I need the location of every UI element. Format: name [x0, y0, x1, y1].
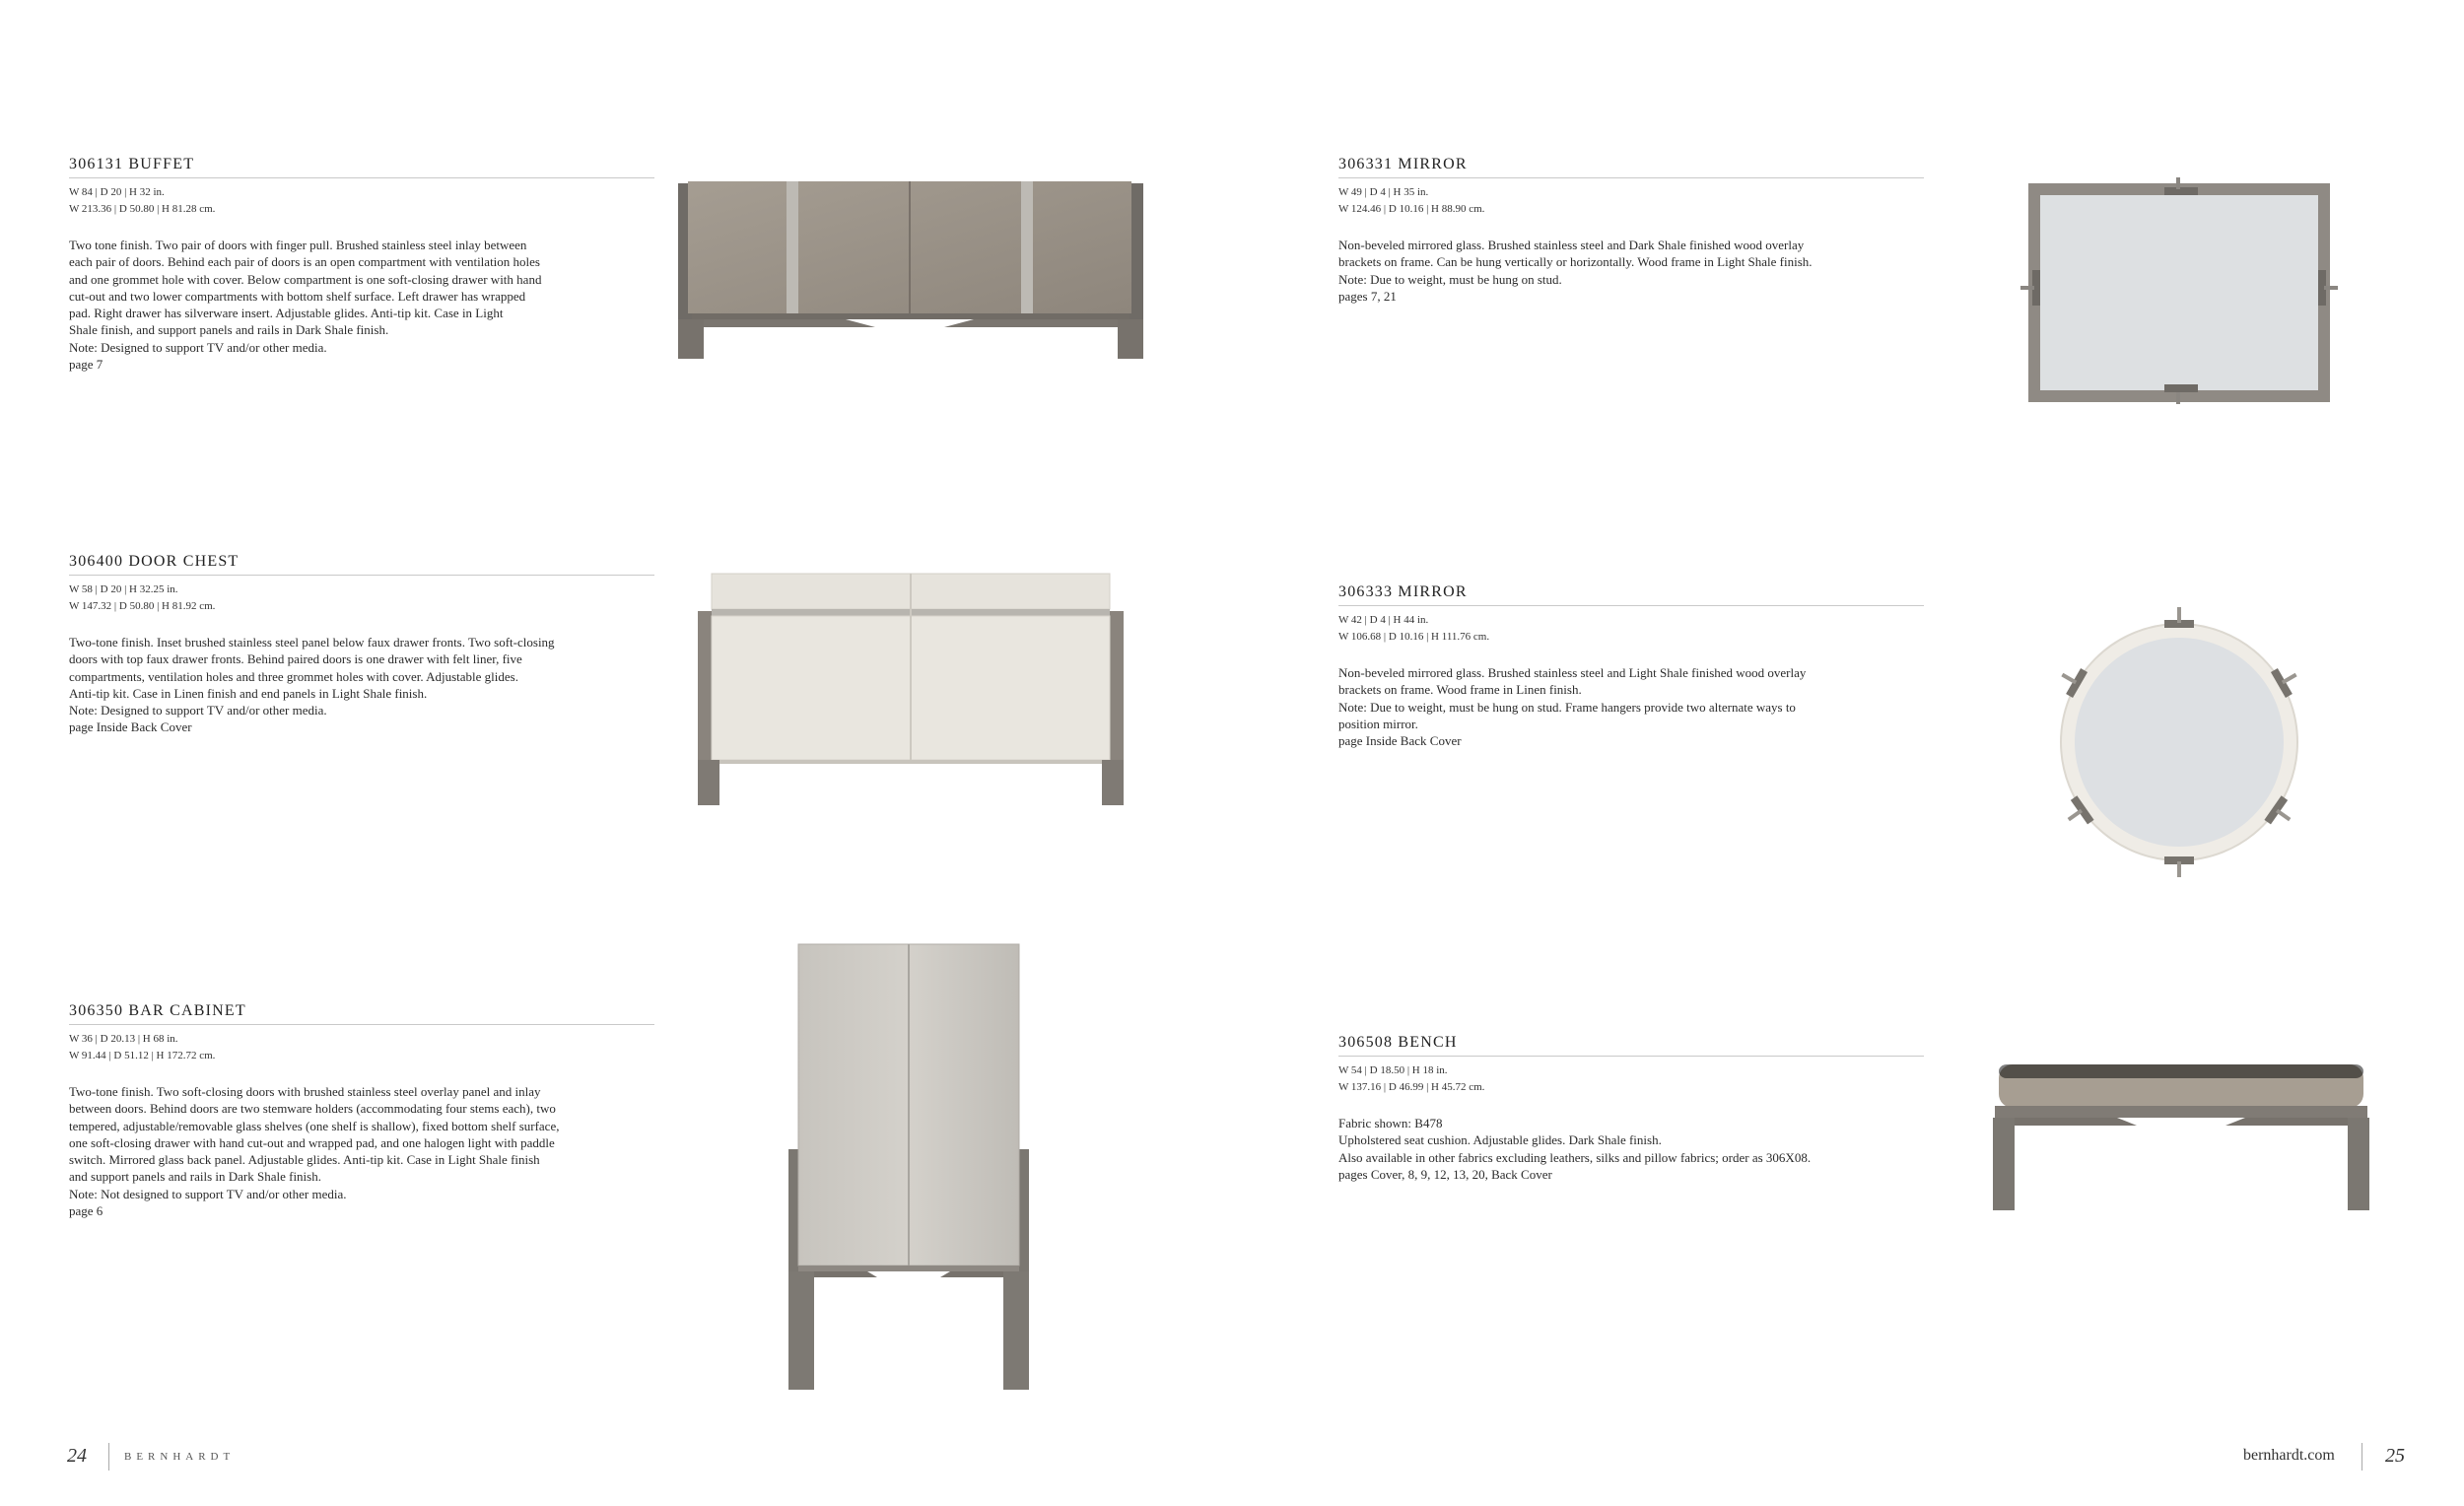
desc-line: brackets on frame. Can be hung vertically or horizontally. Wood frame in Light Shale finish.	[1338, 254, 1813, 270]
desc-line: position mirror.	[1338, 716, 1418, 731]
brand-wordmark: BERNHARDT	[124, 1451, 236, 1463]
desc-line: Upholstered seat cushion. Adjustable glides. Dark Shale finish.	[1338, 1132, 1662, 1148]
desc-line: Also available in other fabrics excluding leathers, silks and pillow fabrics; order as 306X08.	[1338, 1149, 1812, 1165]
product-description	[1338, 237, 1924, 305]
product-dimensions	[69, 1031, 654, 1064]
desc-line: pages 7, 21	[1338, 288, 1397, 304]
desc-line: Note: Due to weight, must be hung on stud. Frame hangers provide two alternate ways to	[1338, 699, 1796, 715]
product-dimensions	[1338, 612, 1924, 646]
desc-line: switch. Mirrored glass back panel. Adjustable glides. Anti-tip kit. Case in Light Shale finish	[69, 1152, 540, 1168]
desc-line: pages Cover, 8, 9, 12, 13, 20, Back Cover	[1338, 1166, 1552, 1182]
bar-cabinet-image	[788, 942, 1029, 1390]
product-description	[1338, 1115, 1924, 1183]
desc-line: compartments, ventilation holes and three grommet holes with cover. Adjustable glides.	[69, 668, 518, 684]
desc-line: page 6	[69, 1203, 103, 1219]
product-buffet	[69, 156, 654, 373]
mirror-rect-image	[2019, 175, 2340, 412]
desc-line: Note: Due to weight, must be hung on stud.	[1338, 271, 1562, 287]
footer-divider-left	[108, 1443, 109, 1471]
desc-line: Non-beveled mirrored glass. Brushed stainless steel and Light Shale finished wood overlay	[1338, 665, 1807, 680]
desc-line: Note: Designed to support TV and/or other media.	[69, 339, 327, 355]
dims-in: W 84 | D 20 | H 32 in.	[69, 186, 165, 198]
desc-line: Fabric shown: B478	[1338, 1116, 1443, 1130]
buffet-image	[678, 179, 1143, 361]
desc-line: Anti-tip kit. Case in Linen finish and end panels in Light Shale finish.	[69, 685, 428, 701]
desc-line: page Inside Back Cover	[1338, 733, 1462, 749]
desc-line: doors with top faux drawer fronts. Behind paired doors is one drawer with felt liner, five	[69, 651, 522, 667]
page-number-left: 24	[67, 1445, 87, 1467]
dims-in: W 54 | D 18.50 | H 18 in.	[1338, 1064, 1448, 1076]
website-link[interactable]: bernhardt.com	[2243, 1447, 2335, 1464]
product-heading: 306350 BAR CABINET	[69, 1002, 654, 1025]
desc-line: cut-out and two lower compartments with bottom shelf surface. Left drawer has wrapped	[69, 288, 526, 304]
product-heading: 306131 BUFFET	[69, 156, 654, 178]
product-heading: 306331 MIRROR	[1338, 156, 1924, 178]
product-description	[69, 634, 654, 736]
dims-in: W 42 | D 4 | H 44 in.	[1338, 614, 1429, 626]
product-mirror-round	[1338, 583, 1924, 749]
product-dimensions	[1338, 1062, 1924, 1096]
product-heading: 306333 MIRROR	[1338, 583, 1924, 606]
product-dimensions	[69, 582, 654, 615]
product-dimensions	[69, 184, 654, 218]
product-heading: 306400 DOOR CHEST	[69, 553, 654, 576]
page-number-right: 25	[2385, 1445, 2405, 1467]
dims-cm: W 213.36 | D 50.80 | H 81.28 cm.	[69, 203, 216, 215]
product-bench	[1338, 1034, 1924, 1183]
desc-line: pad. Right drawer has silverware insert. Adjustable glides. Anti-tip kit. Case in Light	[69, 306, 504, 321]
desc-line: and support panels and rails in Dark Shale finish.	[69, 1169, 321, 1185]
dims-cm: W 106.68 | D 10.16 | H 111.76 cm.	[1338, 631, 1490, 643]
desc-line: and one grommet hole with cover. Below compartment is one soft-closing drawer with hand	[69, 271, 542, 287]
desc-line: one soft-closing drawer with hand cut-out and wrapped pad, and one halogen light with paddle	[69, 1134, 555, 1150]
product-door-chest	[69, 553, 654, 736]
desc-line: Shale finish, and support panels and rails in Dark Shale finish.	[69, 322, 389, 338]
dims-cm: W 137.16 | D 46.99 | H 45.72 cm.	[1338, 1081, 1485, 1093]
dims-cm: W 91.44 | D 51.12 | H 172.72 cm.	[69, 1050, 216, 1061]
mirror-round-image	[2056, 599, 2302, 885]
product-bar-cabinet	[69, 1002, 654, 1219]
product-dimensions	[1338, 184, 1924, 218]
desc-line: between doors. Behind doors are two stemware holders (accommodating four stems each), two	[69, 1101, 556, 1117]
desc-line: page Inside Back Cover	[69, 719, 192, 735]
desc-line: tempered, adjustable/removable glass shelves (one shelf is shallow), fixed bottom shelf surface,	[69, 1118, 560, 1133]
dims-cm: W 124.46 | D 10.16 | H 88.90 cm.	[1338, 203, 1485, 215]
desc-line: Note: Not designed to support TV and/or other media.	[69, 1186, 347, 1201]
desc-line: Note: Designed to support TV and/or other media.	[69, 703, 327, 719]
desc-line: each pair of doors. Behind each pair of doors is an open compartment with ventilation holes	[69, 254, 540, 270]
product-mirror-rect	[1338, 156, 1924, 305]
door-chest-image	[698, 572, 1124, 806]
product-description	[1338, 664, 1924, 749]
desc-line: page 7	[69, 357, 103, 373]
desc-line: Two-tone finish. Two soft-closing doors with brushed stainless steel overlay panel and inlay	[69, 1084, 541, 1099]
desc-line: Non-beveled mirrored glass. Brushed stainless steel and Dark Shale finished wood overlay	[1338, 238, 1805, 252]
bench-image	[1989, 1062, 2373, 1212]
product-description	[69, 237, 654, 373]
desc-line: Two-tone finish. Inset brushed stainless steel panel below faux drawer fronts. Two soft-closing	[69, 635, 555, 650]
footer-divider-right	[2361, 1443, 2362, 1471]
product-heading: 306508 BENCH	[1338, 1034, 1924, 1057]
desc-line: Two tone finish. Two pair of doors with finger pull. Brushed stainless steel inlay between	[69, 238, 527, 252]
dims-cm: W 147.32 | D 50.80 | H 81.92 cm.	[69, 600, 216, 612]
dims-in: W 36 | D 20.13 | H 68 in.	[69, 1033, 178, 1045]
dims-in: W 58 | D 20 | H 32.25 in.	[69, 583, 178, 595]
desc-line: brackets on frame. Wood frame in Linen finish.	[1338, 682, 1582, 698]
product-description	[69, 1083, 654, 1219]
dims-in: W 49 | D 4 | H 35 in.	[1338, 186, 1429, 198]
